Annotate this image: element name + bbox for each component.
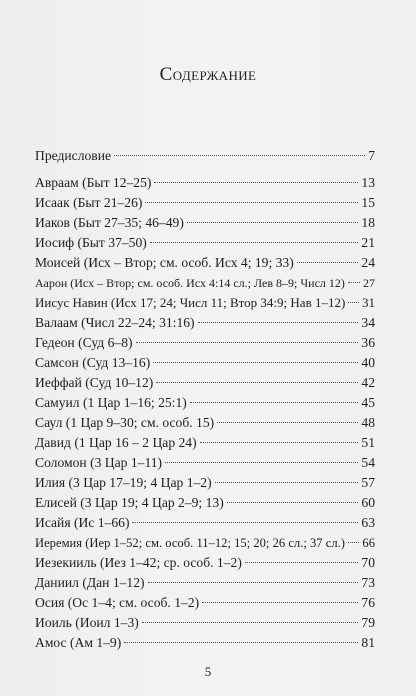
toc-entry-page: 73 xyxy=(361,575,375,590)
dot-leader xyxy=(348,542,359,543)
toc-entry-label: Предисловие xyxy=(35,148,112,163)
dot-leader xyxy=(132,522,358,523)
toc-entry xyxy=(35,433,375,453)
dot-leader xyxy=(190,402,359,403)
dot-leader xyxy=(136,342,359,343)
dot-leader xyxy=(202,602,358,603)
toc-entry xyxy=(35,593,375,613)
dot-leader xyxy=(297,262,359,263)
toc-entry xyxy=(35,613,375,633)
toc-entry xyxy=(35,373,375,393)
toc-entry-label: Илия (3 Цар 17–19; 4 Цар 1–2) xyxy=(35,475,212,490)
toc-entry-label: Исаак (Быт 21–26) xyxy=(35,195,143,210)
toc-entry-page: 15 xyxy=(361,195,375,210)
toc-entry-page: 57 xyxy=(361,475,375,490)
toc-entry-label: Иеремия (Иер 1–52; см. особ. 11–12; 15; 20; 26 сл.; 37 сл.) xyxy=(35,536,345,550)
dot-leader xyxy=(114,155,365,156)
toc-entry xyxy=(35,553,375,573)
toc-entry xyxy=(35,293,375,313)
toc-entry xyxy=(35,193,375,213)
dot-leader xyxy=(348,302,359,303)
toc-entry xyxy=(35,573,375,593)
toc-entry xyxy=(35,473,375,493)
toc-entry-page: 76 xyxy=(361,595,375,610)
dot-leader xyxy=(153,362,358,363)
toc-entry xyxy=(35,393,375,413)
toc-entry xyxy=(35,233,375,253)
toc-entry xyxy=(35,353,375,373)
page-number: 5 xyxy=(204,664,212,679)
dot-leader xyxy=(187,222,359,223)
toc-entry-label: Соломон (3 Цар 1–11) xyxy=(35,455,163,470)
toc-entry-label: Елисей (3 Цар 19; 4 Цар 2–9; 13) xyxy=(35,495,224,510)
toc-entry-label: Иисус Навин (Исх 17; 24; Числ 11; Втор 34:9; Нав 1–12) xyxy=(35,295,346,310)
toc-entry-label: Иоиль (Иоил 1–3) xyxy=(35,615,139,630)
toc-entry-page: 36 xyxy=(361,335,375,350)
toc-entry-page: 70 xyxy=(361,555,375,570)
toc-entry xyxy=(35,313,375,333)
toc-entry xyxy=(35,633,375,653)
toc-entry-page: 66 xyxy=(362,536,375,550)
toc-entry-label: Гедеон (Суд 6–8) xyxy=(35,335,133,350)
toc-entry-page: 34 xyxy=(361,315,375,330)
toc-entry-page: 24 xyxy=(361,255,375,270)
toc-entry-label: Саул (1 Цар 9–30; см. особ. 15) xyxy=(35,415,215,430)
dot-leader xyxy=(165,462,358,463)
dot-leader xyxy=(227,502,359,503)
toc-entry-label: Самсон (Суд 13–16) xyxy=(35,355,151,370)
toc-entry-page: 42 xyxy=(361,375,375,390)
toc-entry-page: 51 xyxy=(361,435,375,450)
toc-entry xyxy=(35,513,375,533)
toc-entry xyxy=(35,453,375,473)
dot-leader xyxy=(198,322,359,323)
page-title: Содержание xyxy=(159,64,257,85)
toc-entry xyxy=(35,213,375,233)
dot-leader xyxy=(348,282,360,283)
toc-entry-label: Иаков (Быт 27–35; 46–49) xyxy=(35,215,184,230)
toc-entry-label: Иосиф (Быт 37–50) xyxy=(35,235,147,250)
toc-entry-page: 79 xyxy=(361,615,375,630)
toc-entry-page: 60 xyxy=(361,495,375,510)
toc-entry-label: Исайя (Ис 1–66) xyxy=(35,515,130,530)
dot-leader xyxy=(145,202,358,203)
toc-entry-page: 18 xyxy=(361,215,375,230)
toc-entry-page: 13 xyxy=(361,175,375,190)
toc-entry-label: Моисей (Исх – Втор; см. особ. Исх 4; 19; 33) xyxy=(35,255,294,270)
toc-entry-page: 40 xyxy=(361,355,375,370)
dot-leader xyxy=(200,442,359,443)
toc-entry-label: Аарон (Исх – Втор; см. особ. Исх 4:14 сл.; Лев 8–9; Числ 12) xyxy=(35,276,345,290)
toc-entry-page: 48 xyxy=(361,415,375,430)
dot-leader xyxy=(142,622,359,623)
toc-entry-page: 54 xyxy=(361,455,375,470)
toc-entry-page: 81 xyxy=(361,635,375,650)
toc-entry-label: Давид (1 Цар 16 – 2 Цар 24) xyxy=(35,435,197,450)
toc-entry xyxy=(35,253,375,273)
toc-entry-page: 31 xyxy=(362,295,375,310)
toc-entry-label: Даниил (Дан 1–12) xyxy=(35,575,145,590)
toc-entry-page: 27 xyxy=(363,276,375,290)
dot-leader xyxy=(148,582,359,583)
toc-entry-page: 45 xyxy=(361,395,375,410)
dot-leader xyxy=(154,182,358,183)
toc-entry-label: Осия (Ос 1–4; см. особ. 1–2) xyxy=(35,595,200,610)
toc-entry xyxy=(35,146,375,166)
toc-entry-label: Авраам (Быт 12–25) xyxy=(35,175,152,190)
dot-leader xyxy=(156,382,358,383)
toc-entry-page: 63 xyxy=(361,515,375,530)
toc-entry xyxy=(35,273,375,293)
toc-entry-page: 21 xyxy=(361,235,375,250)
toc-entry-label: Самуил (1 Цар 1–16; 25:1) xyxy=(35,395,187,410)
toc-entry-label: Амос (Ам 1–9) xyxy=(35,635,122,650)
dot-leader xyxy=(150,242,359,243)
toc-entry xyxy=(35,173,375,193)
toc-entry xyxy=(35,533,375,553)
toc-entry-label: Иеффай (Суд 10–12) xyxy=(35,375,154,390)
toc-entry-page: 7 xyxy=(368,148,375,163)
dot-leader xyxy=(245,562,359,563)
toc-entry xyxy=(35,493,375,513)
toc-entry xyxy=(35,333,375,353)
dot-leader xyxy=(215,482,359,483)
toc-entry xyxy=(35,413,375,433)
toc-entry-label: Иезекииль (Иез 1–42; ср. особ. 1–2) xyxy=(35,555,242,570)
dot-leader xyxy=(124,642,358,643)
dot-leader xyxy=(217,422,358,423)
toc-entry-label: Валаам (Числ 22–24; 31:16) xyxy=(35,315,195,330)
